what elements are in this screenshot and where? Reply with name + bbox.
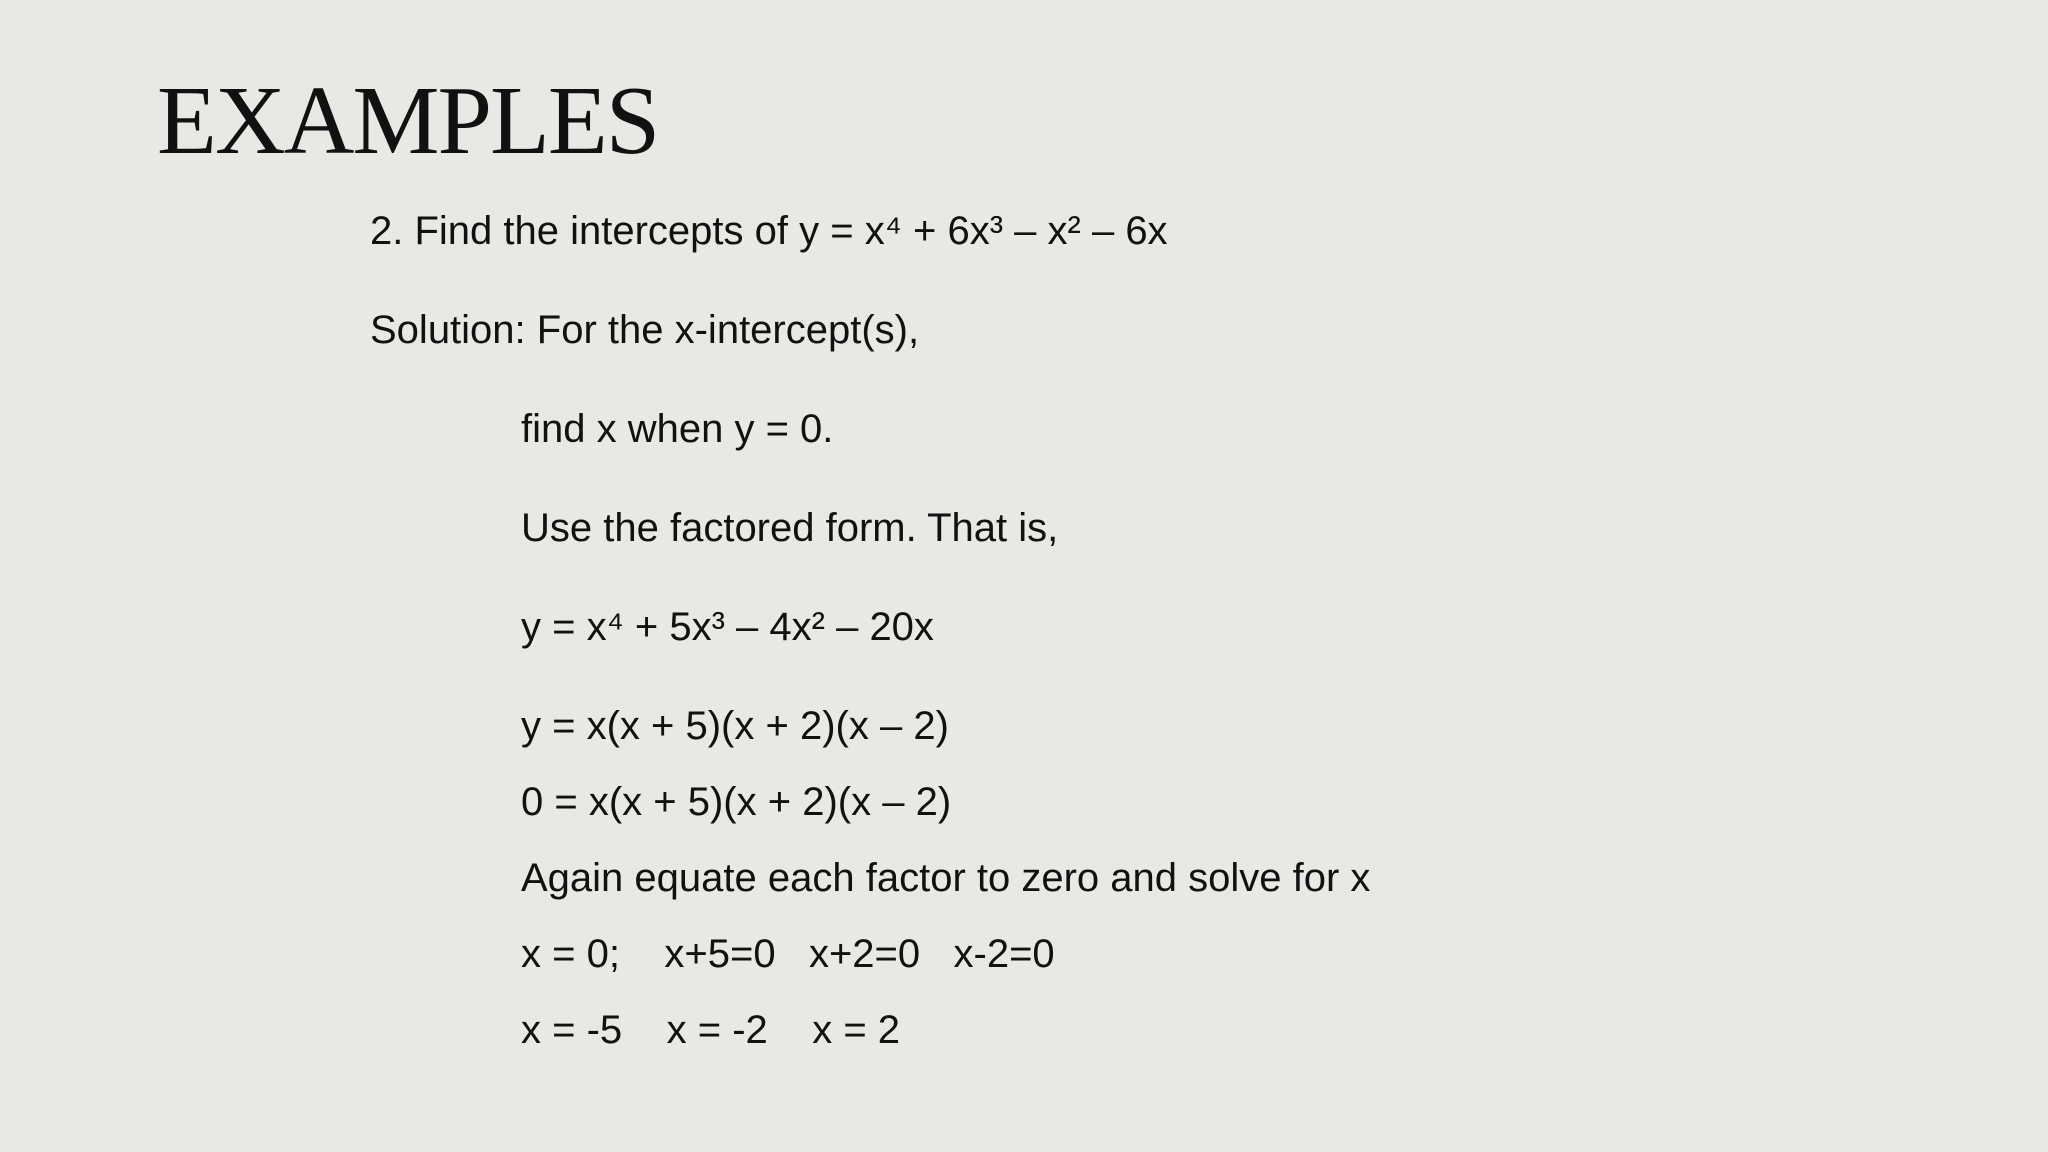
equation-set-zero: 0 = x(x + 5)(x + 2)(x – 2) bbox=[521, 780, 952, 824]
equation-polynomial: y = x⁴ + 5x³ – 4x² – 20x bbox=[521, 605, 934, 649]
problem-statement: 2. Find the intercepts of y = x⁴ + 6x³ – x² – 6x bbox=[370, 209, 1168, 253]
solution-intro: Solution: For the x-intercept(s), bbox=[370, 308, 920, 352]
solution-step-factored-form: Use the factored form. That is, bbox=[521, 506, 1059, 550]
slide-title: EXAMPLES bbox=[157, 67, 659, 175]
equation-roots: x = -5 x = -2 x = 2 bbox=[521, 1008, 901, 1052]
solution-step-find-x: find x when y = 0. bbox=[521, 407, 834, 451]
equation-factored: y = x(x + 5)(x + 2)(x – 2) bbox=[521, 704, 949, 748]
solution-step-equate: Again equate each factor to zero and solve for x bbox=[521, 856, 1371, 900]
equation-factors-zero: x = 0; x+5=0 x+2=0 x-2=0 bbox=[521, 932, 1055, 976]
